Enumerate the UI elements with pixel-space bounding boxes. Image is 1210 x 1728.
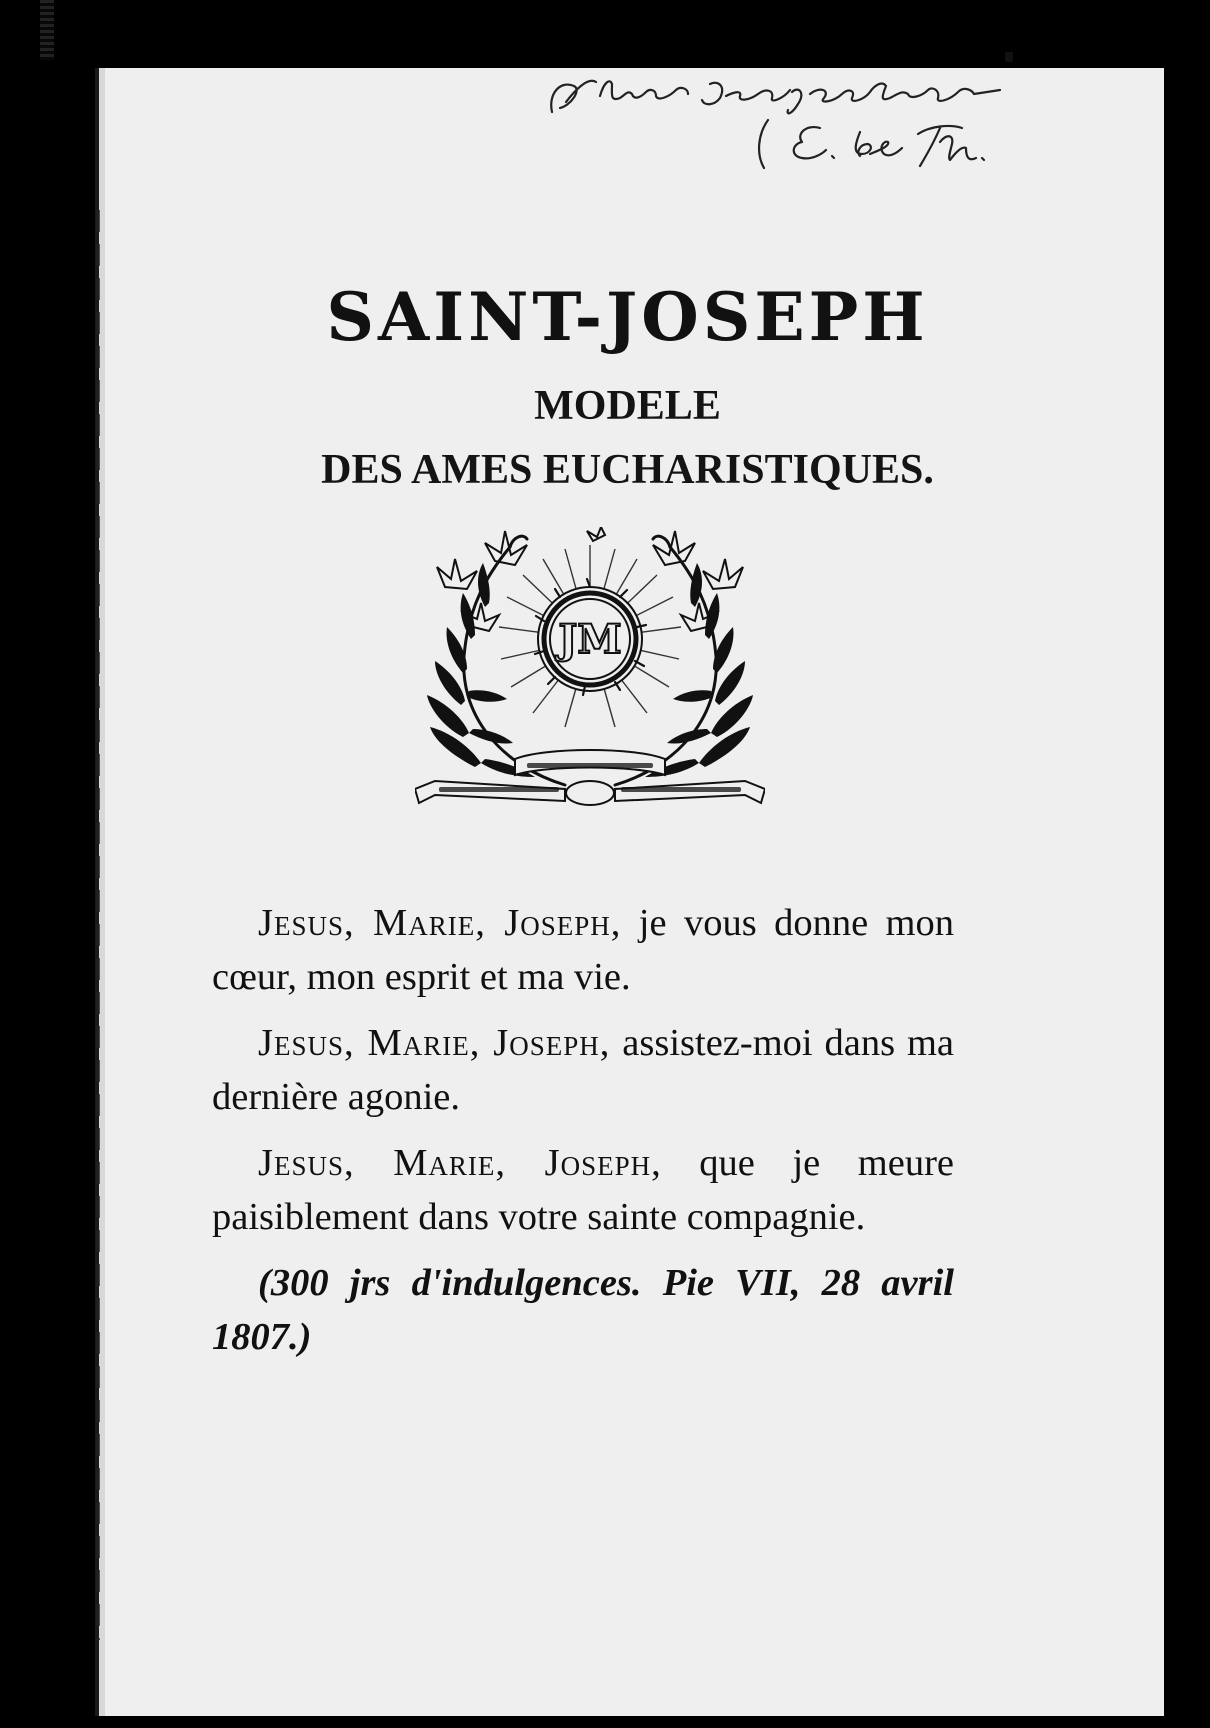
prayer-paragraph-3 bbox=[212, 1136, 954, 1244]
page-title: SAINT-JOSEPH bbox=[326, 278, 929, 356]
jm-wreath-emblem bbox=[415, 527, 765, 827]
ink-spot bbox=[1005, 52, 1013, 62]
handwritten-signature bbox=[530, 72, 1090, 182]
subtitle-line-1: MODELE bbox=[534, 383, 721, 429]
indulgence-note: (300 jrs d'indulgences. Pie VII, 28 avril 1807.) bbox=[212, 1262, 954, 1358]
binding-edge bbox=[40, 0, 54, 60]
subtitle-line-2: DES AMES EUCHARISTIQUES. bbox=[321, 447, 934, 493]
prayer-text-1: je vous donne mon cœur, mon esprit et ma vie. bbox=[212, 902, 954, 998]
prayer-paragraph-1 bbox=[212, 896, 954, 1004]
prayer-paragraph-2 bbox=[212, 1016, 954, 1124]
prayer-text-2: assistez-moi dans ma dernière agonie. bbox=[212, 1022, 954, 1118]
prayer-names: Jesus, Marie, Joseph, bbox=[258, 902, 622, 944]
prayer-names: Jesus, Marie, Joseph, bbox=[258, 1142, 662, 1184]
prayer-text-3: que je meure paisiblement dans votre sainte compagnie. bbox=[212, 1142, 954, 1238]
prayer-names: Jesus, Marie, Joseph, bbox=[258, 1022, 611, 1064]
jm-monogram: JM bbox=[558, 616, 622, 663]
prayer-text bbox=[212, 896, 954, 1364]
